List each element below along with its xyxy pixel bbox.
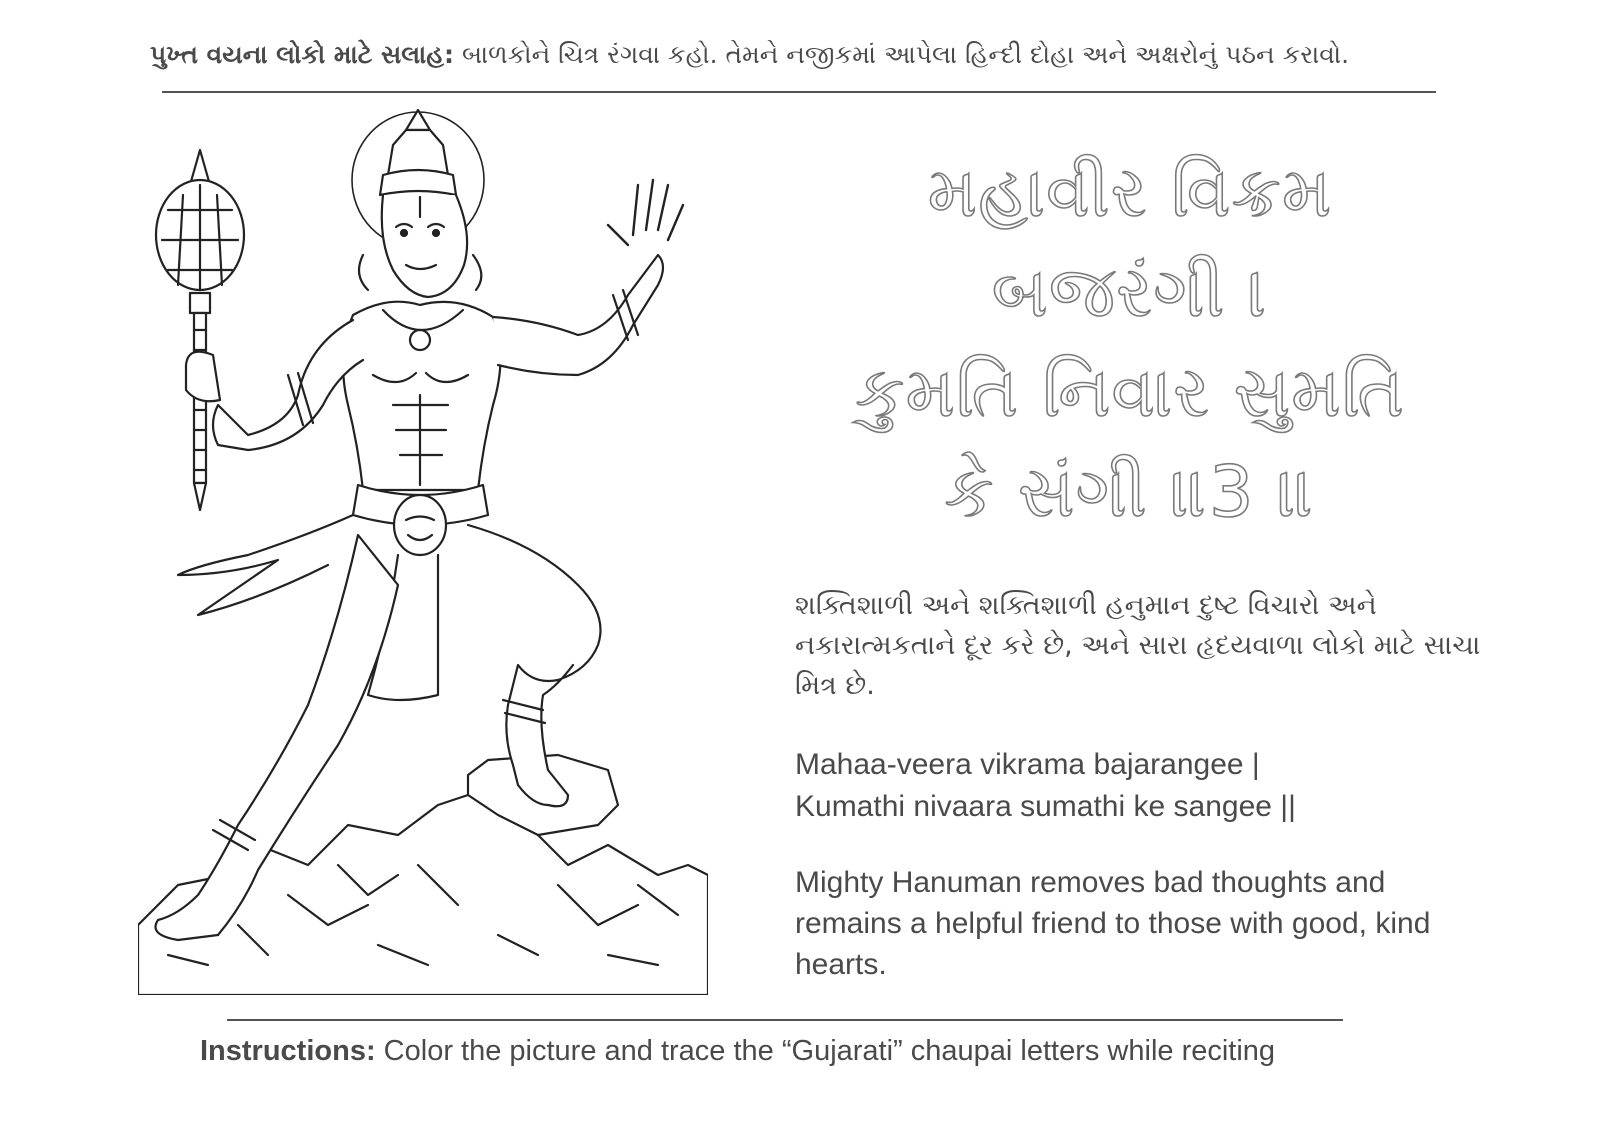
verse-line-2: બજરંગી । [991, 251, 1269, 333]
gujarati-meaning: શક્તિશાળી અને શક્તિશાળી હનુમાન દુષ્ટ વિચારો અને નકારાત્મકતાને દૂર કરે છે, અને સારા હૃદયવાળા લોકો માટે સાચા મિત્ર છે. [795, 590, 1481, 701]
crown-icon [380, 110, 456, 195]
right-arm-icon [493, 180, 683, 375]
right-leg-icon [468, 525, 601, 806]
transliteration-line-2: Kumathi nivaara sumathi ke sangee || [795, 790, 1296, 823]
adult-tip-label: પુખ્ત વયના લોકો માટે સલાહ: [150, 40, 455, 69]
verse-line-4: કે સંગી ॥3 ॥ [944, 451, 1316, 533]
verse-line-3: કુમતિ નિવાર સુમતિ [855, 351, 1405, 433]
english-meaning: Mighty Hanuman removes bad thoughts and remains a helpful friend to those with good, kind hearts. [795, 866, 1431, 981]
transliteration-line-1: Mahaa-veera vikrama bajarangee | [795, 748, 1260, 781]
adult-tip-text: બાળકોને ચિત્ર રંગવા કહો. તેમને નજીકમાં આપેલા હિન્દી દોહા અને અક્ષરોનું પઠન કરાવો. [454, 40, 1350, 69]
adult-tip [150, 40, 1450, 70]
bottom-divider [227, 1019, 1343, 1021]
head-icon [359, 195, 481, 297]
instructions-label: Instructions: [200, 1035, 376, 1067]
instructions-text: Color the picture and trace the “Gujarati” chaupai letters while reciting [375, 1035, 1276, 1067]
torso-icon [343, 302, 500, 490]
transliteration [795, 744, 1485, 828]
hanuman-illustration [138, 105, 708, 995]
verse-line-1: મહાવીર વિક્રમ [927, 151, 1333, 233]
top-divider [162, 91, 1436, 93]
instructions [200, 1035, 1500, 1068]
left-arm-icon [186, 320, 363, 450]
outline-verse [790, 142, 1470, 542]
mace-icon [156, 150, 244, 510]
